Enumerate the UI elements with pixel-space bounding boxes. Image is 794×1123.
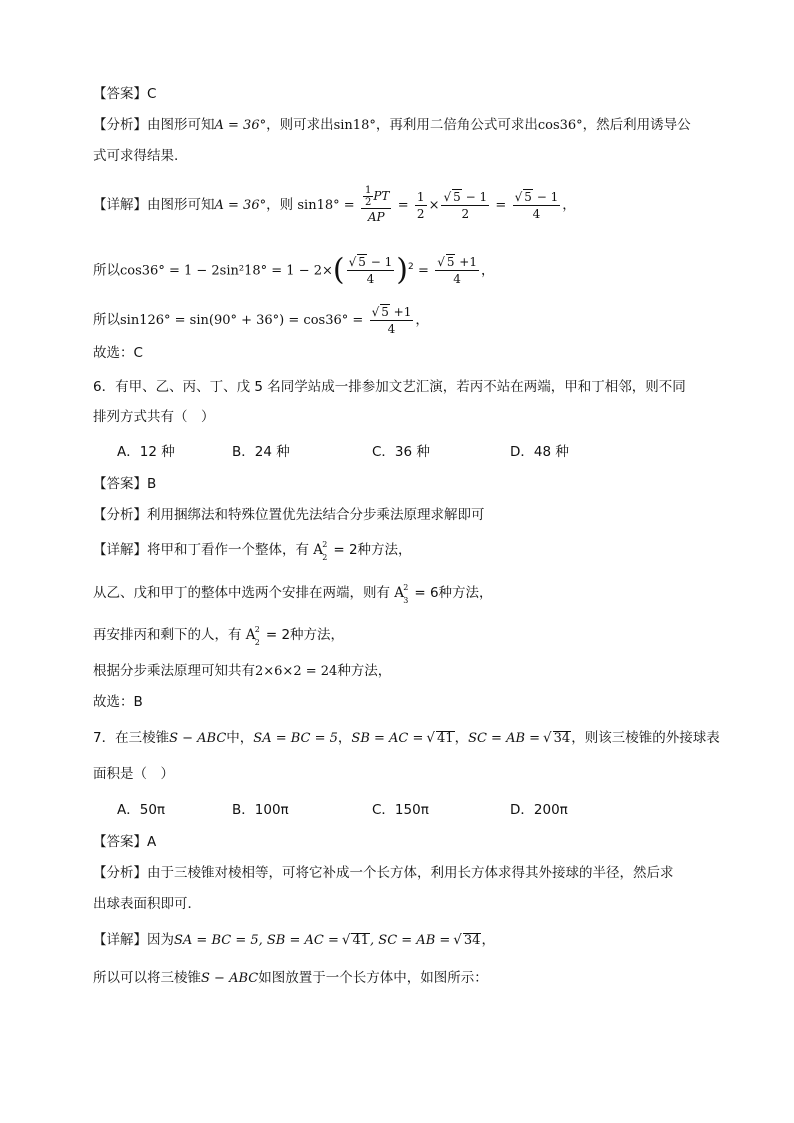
text: 7．在三棱锥 — [93, 730, 170, 746]
text: 从乙、戊和甲丁的整体中选两个安排在两端，则有 — [93, 585, 390, 601]
den: 2 — [416, 206, 425, 221]
ap: AP — [367, 210, 385, 224]
q6-option-c: C．36 种 — [372, 444, 430, 460]
text: 根据分步乘法原理可知共有 — [93, 663, 255, 679]
analysis-text: 出球表面积即可． — [93, 896, 201, 912]
fraction-sqrt5-minus1-over-4: $\frac{√ 5 - 1}{4}$ — [514, 189, 559, 221]
math-expr: sin18° = — [297, 198, 355, 213]
q6-choose — [93, 692, 143, 712]
equals: = — [495, 198, 507, 213]
arrangement-a32 — [394, 583, 409, 605]
a-letter: A — [245, 627, 256, 643]
q5-analysis-line-2 — [93, 146, 178, 166]
den: 2 — [461, 206, 470, 221]
text: ， — [481, 932, 495, 948]
sub: 2 — [322, 553, 328, 562]
text: ， — [454, 730, 469, 746]
text: = 2种方法， — [265, 627, 345, 643]
text: = 6种方法， — [414, 585, 493, 601]
sup: 2 — [254, 625, 260, 634]
answer-value: C — [147, 86, 157, 102]
answer-value: A — [147, 834, 157, 850]
sup: 2 — [322, 540, 328, 549]
text: ，则该三棱锥的外接球表 — [571, 730, 720, 746]
q7-option-a: A．50π — [117, 802, 166, 818]
text: 因为 — [147, 932, 174, 948]
q6-option-a: A．12 种 — [117, 444, 175, 460]
q6-detail-line-1 — [93, 540, 412, 560]
a-letter: A — [313, 542, 324, 558]
num: 1 — [416, 189, 425, 204]
q6-detail-line-2 — [93, 583, 493, 603]
q5-detail-line-3 — [93, 300, 429, 341]
analysis-text: 由于三棱锥对棱相等，可将它补成一个长方体，利用长方体求得其外接球的半径，然后求 — [147, 865, 674, 881]
text: 如图放置于一个长方体中，如图所示： — [258, 970, 488, 986]
math-expr: cos36° = 1 − 2sin²18° = 1 − 2× — [120, 263, 333, 279]
sub: 2 — [254, 638, 260, 647]
radicand: 5 — [358, 255, 366, 269]
fraction-half-pt-over-ap — [361, 185, 391, 225]
text: 所以 — [93, 262, 120, 279]
question-stem: 面积是（ ） — [93, 766, 174, 782]
radicand: 41 — [437, 731, 454, 746]
text: 由图形可知 — [147, 117, 215, 133]
question-stem: 6．有甲、乙、丙、丁、戊 5 名同学站成一排参加文艺汇演，若丙不站在两端，甲和丁相邻，则不同 — [93, 379, 686, 395]
detail-tag: 【详解】 — [93, 542, 147, 558]
answer-tag: 【答案】 — [93, 476, 147, 492]
radicand: 5 — [381, 304, 389, 319]
math-expr: S − ABC — [201, 971, 259, 986]
radicand: 34 — [553, 731, 571, 746]
math-expr: SA = BC = 5 — [253, 731, 338, 746]
text: 种方法， — [337, 663, 392, 679]
comma: ， — [562, 197, 576, 213]
q7-option-c: C．150π — [372, 802, 429, 818]
fraction-sqrt5-minus1-over-4: $\frac{√ 5 - 1}{4}$ — [348, 255, 393, 286]
text: 再安排丙和剩下的人，有 — [93, 627, 242, 643]
radicand: 5 — [446, 255, 455, 269]
frac-num: 1 — [364, 185, 372, 196]
q5-detail-line-2: 所以cos36° = 1 − 2sin²18° = 1 − 2×( $\frac{√ 5 - 1}{4}$ )$^2$ = $\frac{√ 5 +1}{4}$ ， — [93, 252, 495, 288]
q6-detail-line-4 — [93, 661, 391, 682]
q6-detail-line-3 — [93, 625, 344, 645]
sub: 3 — [403, 596, 409, 605]
analysis-tag: 【分析】 — [93, 865, 147, 881]
equals: = — [417, 263, 429, 279]
text: 将甲和丁看作一个整体，有 — [147, 542, 309, 558]
math-expr: A = 36° — [214, 198, 267, 213]
fraction-half — [415, 189, 427, 222]
text: 中， — [226, 730, 254, 746]
q7-analysis-line-2 — [93, 894, 201, 914]
radicand: 41 — [352, 933, 370, 948]
math-expr: sin18° — [333, 118, 376, 133]
q7-detail-line-1: 【详解】因为SA = BC = 5, SB = AC = √ 41, SC = AB = √ 34， — [93, 932, 495, 948]
fraction-sqrt5-minus1-over-2: $\frac{√ 5 - 1}{2}$ — [443, 189, 488, 221]
q7-stem-2 — [93, 764, 174, 784]
den: 4 — [366, 272, 375, 286]
q7-answer-line — [93, 832, 156, 852]
math-expr: 2×6×2 = 24 — [255, 664, 338, 679]
math-expr: , SC = AB = — [370, 933, 451, 948]
plus-one: +1 — [389, 304, 412, 319]
den: 4 — [532, 206, 541, 221]
den: 4 — [387, 321, 396, 336]
math-expr: SC = AB = — [468, 731, 541, 746]
minus-one: − 1 — [532, 189, 559, 204]
math-expr: SA = BC = 5, SB = AC = — [174, 933, 339, 948]
answer-tag: 【答案】 — [93, 834, 147, 850]
sup: 2 — [403, 583, 409, 592]
detail-tag: 【详解】 — [93, 932, 147, 948]
answer-tag: 【答案】 — [93, 86, 147, 102]
math-expr: S − ABC — [169, 731, 227, 746]
math-expr: SB = AC = — [351, 731, 424, 746]
answer-value: B — [147, 476, 157, 492]
text: ，则可求出 — [266, 117, 334, 133]
den: 4 — [453, 272, 461, 286]
q6-analysis-line — [93, 505, 485, 525]
text: ，再利用二倍角公式可求出 — [375, 117, 538, 133]
q5-choose — [93, 343, 143, 363]
text: 式可求得结果. — [93, 148, 179, 164]
text: ，则 — [266, 197, 294, 213]
q6-option-b: B．24 种 — [232, 444, 290, 460]
radicand: 5 — [524, 189, 532, 204]
q6-option-d: D．48 种 — [510, 444, 569, 460]
comma: ， — [481, 262, 495, 279]
minus-one: − 1 — [461, 189, 488, 204]
text: ，然后利用诱导公 — [582, 117, 691, 133]
q6-stem-2 — [93, 407, 215, 427]
minus-one: − 1 — [366, 255, 393, 269]
detail-tag: 【详解】 — [93, 197, 147, 213]
plus-one: +1 — [455, 255, 477, 269]
text: = 2种方法， — [333, 542, 412, 558]
q6-answer-line — [93, 474, 156, 494]
text: 所以可以将三棱锥 — [93, 970, 201, 986]
text: 由图形可知 — [147, 197, 215, 213]
q5-detail-line-1 — [93, 180, 576, 231]
radicand: 5 — [453, 189, 461, 204]
analysis-text: 利用捆绑法和特殊位置优先法结合分步乘法原理求解即可 — [147, 507, 485, 523]
pt: PT — [373, 189, 390, 203]
fraction-sqrt5-plus1-over-4: $\frac{√ 5 +1}{4}$ — [371, 304, 412, 336]
text: ， — [337, 730, 352, 746]
arrangement-a22 — [245, 625, 260, 647]
math-expr: A = 36° — [214, 118, 267, 133]
times: × — [428, 198, 440, 213]
question-stem: 排列方式共有（ ） — [93, 409, 215, 425]
text: 所以 — [93, 312, 120, 328]
choose-text: 故选：C — [93, 345, 143, 361]
q5-analysis-line-1 — [93, 115, 691, 136]
math-expr: cos36° — [537, 118, 583, 133]
radicand: 34 — [463, 933, 481, 948]
q7-option-b: B．100π — [232, 802, 289, 818]
q7-detail-line-2 — [93, 968, 488, 989]
q7-stem-1: 7．在三棱锥S − ABC中，SA = BC = 5，SB = AC = √ 41，SC = AB = √ 34，则该三棱锥的外接球表 — [93, 730, 720, 746]
q5-answer-line — [93, 84, 156, 104]
equals: = — [397, 198, 409, 213]
choose-text: 故选：B — [93, 694, 143, 710]
math-expr: sin126° = sin(90° + 36°) = cos36° = — [120, 313, 364, 328]
analysis-tag: 【分析】 — [93, 117, 147, 133]
fraction-sqrt5-plus1-over-4: $\frac{√ 5 +1}{4}$ — [437, 255, 477, 286]
q6-stem-1 — [93, 377, 686, 397]
q7-analysis-line-1 — [93, 863, 674, 883]
analysis-tag: 【分析】 — [93, 507, 147, 523]
frac-den: 2 — [364, 197, 372, 208]
comma: ， — [415, 312, 429, 328]
a-letter: A — [394, 585, 405, 601]
q7-option-d: D．200π — [510, 802, 568, 818]
arrangement-a22 — [313, 540, 328, 562]
